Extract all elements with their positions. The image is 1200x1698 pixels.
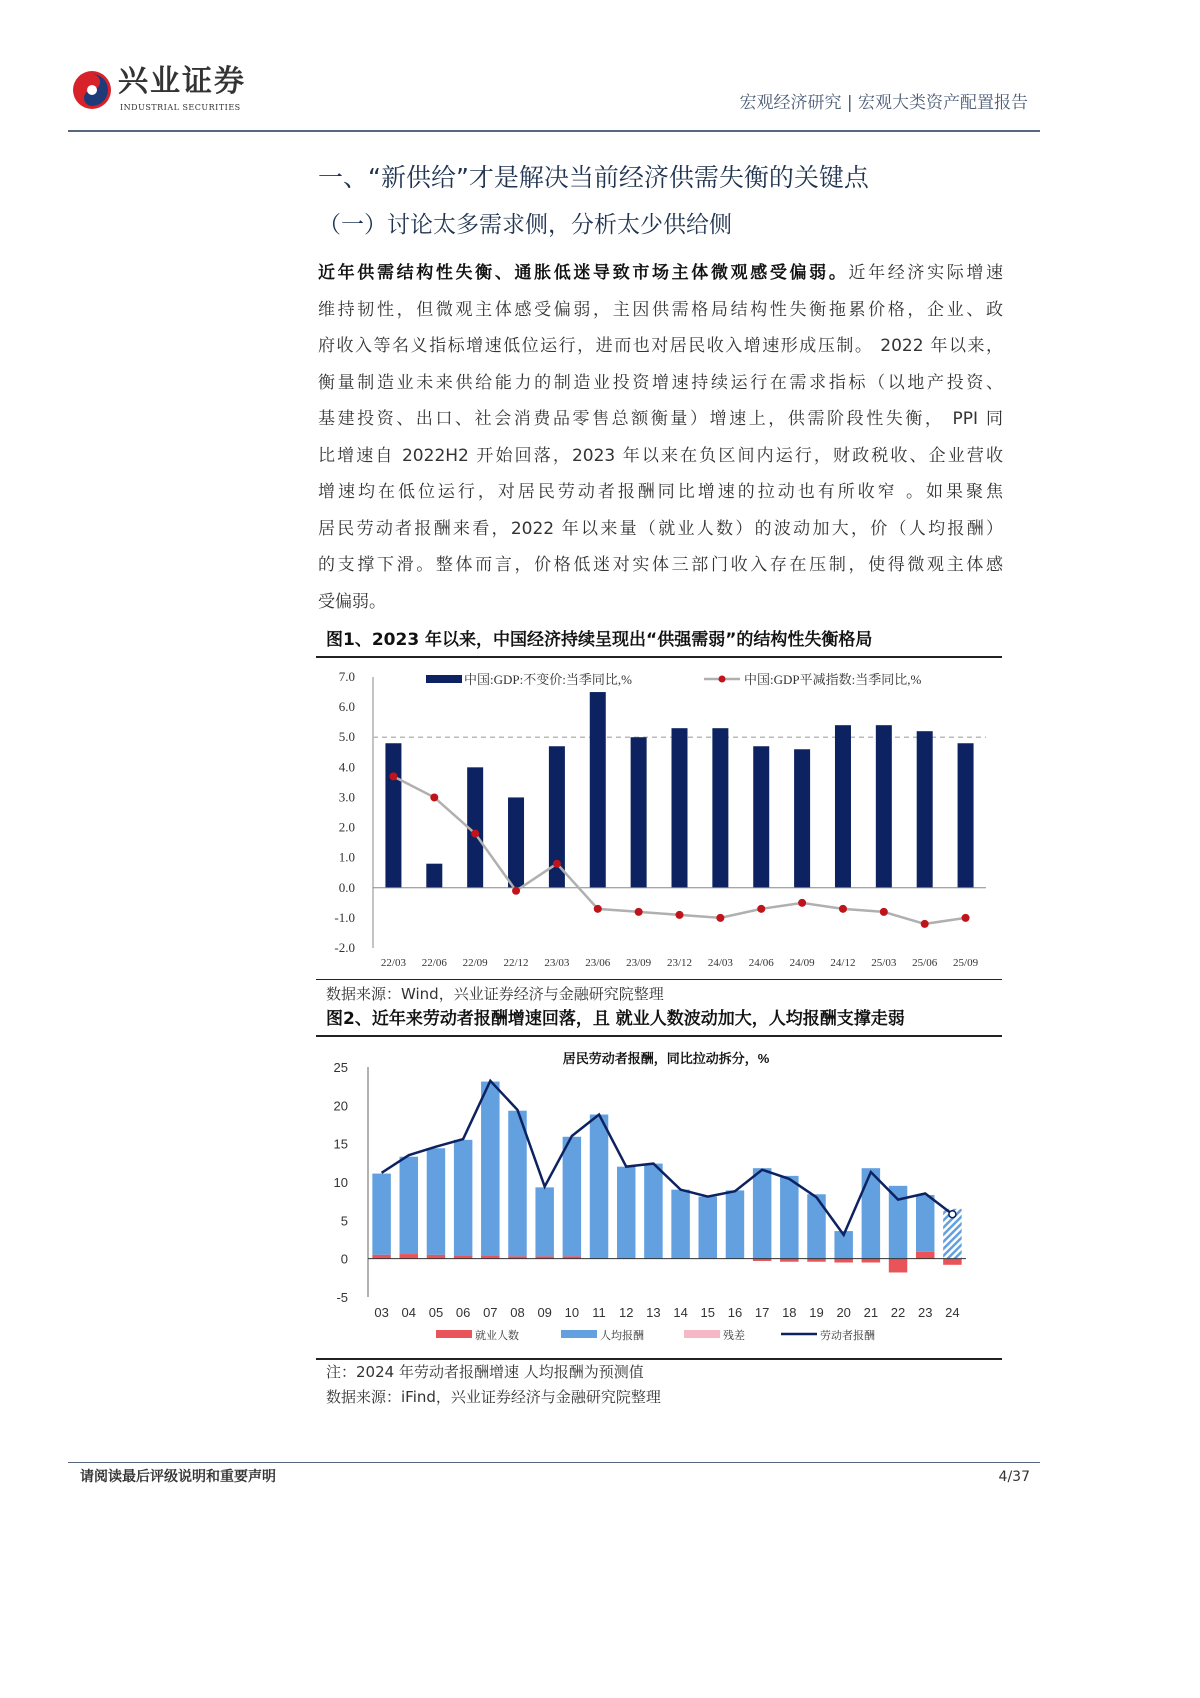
per-capita-bar <box>400 1157 418 1254</box>
report-category: 宏观经济研究 | 宏观大类资产配置报告 <box>739 93 1028 113</box>
x-tick-label: 12 <box>618 1305 634 1320</box>
per-capita-bar <box>753 1168 771 1258</box>
x-tick-label: 16 <box>727 1305 743 1320</box>
legend-swatch <box>561 1330 597 1338</box>
figure1-top-rule <box>316 656 1002 658</box>
x-tick-label: 23/12 <box>666 957 693 969</box>
gdp-bar <box>917 731 933 888</box>
employment-bar <box>916 1252 934 1259</box>
gdp-bar <box>672 728 688 888</box>
page-number: 4/37 <box>998 1469 1030 1485</box>
per-capita-bar <box>563 1137 581 1257</box>
paragraph-text: 近年经济实际增速 <box>848 263 1004 283</box>
legend-label: 人均报酬 <box>600 1330 644 1342</box>
x-tick-label: 22 <box>890 1305 906 1320</box>
logo-icon <box>72 70 112 110</box>
paragraph-line: 府收入等名义指标增速低位运行，进而也对居民收入增速形成压制。 2022 年以来， <box>318 336 1003 356</box>
x-tick-label: 23/09 <box>626 957 652 969</box>
paragraph-line: 增速均在低位运行，对居民劳动者报酬同比增速的拉动也有所收窄 。如果聚焦 <box>318 482 1003 502</box>
per-capita-bar <box>671 1190 689 1259</box>
x-tick-label: 20 <box>836 1305 851 1320</box>
legend-label: 残差 <box>723 1330 745 1342</box>
x-tick-label: 15 <box>700 1305 716 1320</box>
per-capita-bar <box>726 1190 744 1258</box>
x-tick-label: 25/06 <box>912 957 938 969</box>
y-tick-label: 10 <box>333 1175 348 1190</box>
footer-divider <box>68 1462 1040 1463</box>
deflator-point <box>716 914 724 922</box>
per-capita-bar <box>807 1194 825 1258</box>
deflator-point <box>512 887 520 895</box>
header-divider <box>68 130 1040 132</box>
per-capita-bar <box>454 1140 472 1256</box>
legend-gdp-label: 中国:GDP:不变价:当季同比,% <box>464 672 632 687</box>
x-tick-label: 05 <box>428 1305 444 1320</box>
y-tick-label: -2.0 <box>334 940 355 955</box>
y-tick-label: 25 <box>333 1060 348 1075</box>
per-capita-bar <box>617 1167 635 1259</box>
y-tick-label: 5 <box>340 1213 348 1229</box>
employment-bar <box>943 1259 961 1265</box>
gdp-bar <box>794 749 810 888</box>
x-tick-label: 13 <box>646 1305 661 1320</box>
per-capita-bar <box>699 1197 717 1259</box>
y-tick-label: 5.0 <box>338 729 355 745</box>
x-tick-label: 23/06 <box>585 957 611 969</box>
y-tick-label: 0.0 <box>338 879 355 895</box>
deflator-point <box>921 920 929 928</box>
legend-deflator-label: 中国:GDP平减指数:当季同比,% <box>744 672 922 687</box>
employment-bar <box>372 1255 390 1259</box>
deflator-point <box>635 908 643 916</box>
x-tick-label: 06 <box>455 1305 471 1320</box>
per-capita-bar <box>372 1174 390 1255</box>
paragraph-line: 居民劳动者报酬来看，2022 年以来量（就业人数）的波动加大，价（人均报酬） <box>318 518 1003 539</box>
employment-bar <box>834 1259 852 1263</box>
gdp-chart <box>316 660 1002 978</box>
legend-gdp-swatch <box>426 675 462 683</box>
employment-bar <box>427 1255 445 1259</box>
paragraph-line: 维持韧性，但微观主体感受偏弱，主因供需格局结构性失衡拖累价格，企业、政 <box>318 299 1003 320</box>
x-tick-label: 19 <box>809 1305 824 1320</box>
figure1-title: 图1、2023 年以来，中国经济持续呈现出“供强需弱”的结构性失衡格局 <box>326 630 873 650</box>
chart2-title: 居民劳动者报酬，同比拉动拆分，% <box>562 1051 770 1066</box>
figure2-note: 注：2024 年劳动者报酬增速 人均报酬为预测值 <box>326 1363 644 1381</box>
disclaimer-link[interactable]: 请阅读最后评级说明和重要声明 <box>80 1469 276 1485</box>
deflator-point <box>880 908 888 916</box>
x-tick-label: 23 <box>917 1305 933 1320</box>
y-tick-label: 15 <box>333 1136 348 1152</box>
paragraph-line: 衡量制造业未来供给能力的制造业投资增速持续运行在需求指标（以地产投资、 <box>318 372 1003 393</box>
legend-swatch <box>684 1330 720 1338</box>
y-tick-label: 20 <box>333 1098 348 1114</box>
gdp-bar <box>385 743 401 888</box>
x-tick-label: 17 <box>754 1305 770 1320</box>
deflator-point <box>798 899 806 907</box>
y-tick-label: 3.0 <box>338 789 355 805</box>
paragraph-line: 比增速自 2022H2 开始回落，2023 年以来在负区间内运行，财政税收、企业营收 <box>318 445 1003 466</box>
x-tick-label: 22/12 <box>503 957 529 969</box>
x-tick-label: 25/09 <box>953 957 979 969</box>
per-capita-bar <box>862 1168 880 1258</box>
x-tick-label: 18 <box>782 1305 797 1320</box>
y-tick-label: -5 <box>336 1290 348 1305</box>
figure1-source: 数据来源：Wind，兴业证券经济与金融研究院整理 <box>326 985 664 1003</box>
paragraph-line: 基建投资、出口、社会消费品零售总额衡量）增速上，供需阶段性失衡， PPI 同 <box>318 409 1003 429</box>
x-tick-label: 22/03 <box>380 957 406 969</box>
per-capita-bar <box>916 1195 934 1252</box>
y-tick-label: 6.0 <box>338 699 355 715</box>
y-tick-label: 4.0 <box>338 759 355 775</box>
deflator-point <box>594 905 602 913</box>
gdp-bar <box>712 728 728 888</box>
gdp-bar <box>876 725 892 888</box>
x-tick-label: 25/03 <box>871 957 897 969</box>
x-tick-label: 10 <box>564 1305 580 1320</box>
y-tick-label: 7.0 <box>338 669 355 684</box>
y-tick-label: -1.0 <box>334 909 355 925</box>
y-tick-label: 2.0 <box>338 819 355 835</box>
paragraph-line <box>318 255 1003 292</box>
forecast-point <box>949 1211 956 1218</box>
deflator-point <box>430 793 438 801</box>
paragraph-line: 受偏弱。 <box>318 591 386 612</box>
per-capita-bar <box>481 1082 499 1256</box>
legend-swatch <box>436 1330 472 1338</box>
labor-compensation-chart <box>316 1040 1002 1350</box>
x-tick-label: 23/03 <box>544 957 570 969</box>
deflator-point <box>839 905 847 913</box>
gdp-bar <box>958 743 974 888</box>
figure2-source: 数据来源：iFind，兴业证券经济与金融研究院整理 <box>326 1388 661 1406</box>
paragraph-line: 的支撑下滑。整体而言，价格低迷对实体三部门收入存在压制，使得微观主体感 <box>318 555 1003 575</box>
x-tick-label: 04 <box>401 1305 417 1320</box>
deflator-point <box>676 911 684 919</box>
deflator-point <box>389 772 397 780</box>
x-tick-label: 21 <box>863 1305 879 1320</box>
figure1-bottom-rule <box>316 979 1002 980</box>
x-tick-label: 07 <box>483 1305 498 1320</box>
x-tick-label: 03 <box>374 1305 389 1320</box>
logo-text: 兴业证券 <box>118 64 246 99</box>
deflator-point <box>757 905 765 913</box>
x-tick-label: 24/03 <box>707 957 733 969</box>
gdp-bar <box>631 737 647 888</box>
employment-bar <box>862 1259 880 1263</box>
gdp-bar <box>426 864 442 888</box>
deflator-point <box>553 860 561 868</box>
body-paragraph <box>318 255 1003 620</box>
per-capita-bar <box>780 1176 798 1259</box>
x-tick-label: 22/09 <box>462 957 488 969</box>
x-tick-label: 24/09 <box>789 957 815 969</box>
per-capita-bar <box>508 1111 526 1257</box>
legend-label: 就业人数 <box>475 1330 519 1342</box>
subsection-heading: （一）讨论太多需求侧，分析太少供给侧 <box>318 212 732 238</box>
gdp-bar <box>835 725 851 888</box>
y-tick-label: 1.0 <box>338 849 355 865</box>
lead-sentence: 近年供需结构性失衡、通胀低迷导致市场主体微观感受偏弱。 <box>318 263 849 283</box>
x-tick-label: 24/06 <box>748 957 774 969</box>
legend-label: 劳动者报酬 <box>820 1330 875 1342</box>
x-tick-label: 08 <box>510 1305 525 1320</box>
per-capita-bar <box>427 1148 445 1255</box>
per-capita-bar <box>535 1187 553 1256</box>
section-heading: 一、“新供给”才是解决当前经济供需失衡的关键点 <box>318 163 869 192</box>
per-capita-bar <box>644 1164 662 1259</box>
deflator-point <box>471 830 479 838</box>
x-tick-label: 22/06 <box>421 957 447 969</box>
employment-bar <box>889 1259 907 1273</box>
per-capita-bar <box>889 1186 907 1259</box>
x-tick-label: 11 <box>592 1305 606 1320</box>
y-tick-label: 0 <box>340 1251 348 1267</box>
figure2-bottom-rule <box>316 1358 1002 1360</box>
gdp-bar <box>753 746 769 888</box>
per-capita-bar <box>590 1115 608 1259</box>
gdp-bar <box>508 797 524 887</box>
deflator-point <box>962 914 970 922</box>
x-tick-label: 14 <box>673 1305 688 1320</box>
employment-bar <box>400 1254 418 1259</box>
figure2-top-rule <box>316 1035 1002 1037</box>
figure2-title: 图2、近年来劳动者报酬增速回落，且 就业人数波动加大，人均报酬支撑走弱 <box>326 1009 905 1029</box>
legend-deflator-marker <box>719 676 726 683</box>
x-tick-label: 24/12 <box>830 957 856 969</box>
gdp-bar <box>590 692 606 888</box>
x-tick-label: 24 <box>945 1305 960 1320</box>
logo-subtext: INDUSTRIAL SECURITIES <box>120 103 241 112</box>
x-tick-label: 09 <box>537 1305 552 1320</box>
